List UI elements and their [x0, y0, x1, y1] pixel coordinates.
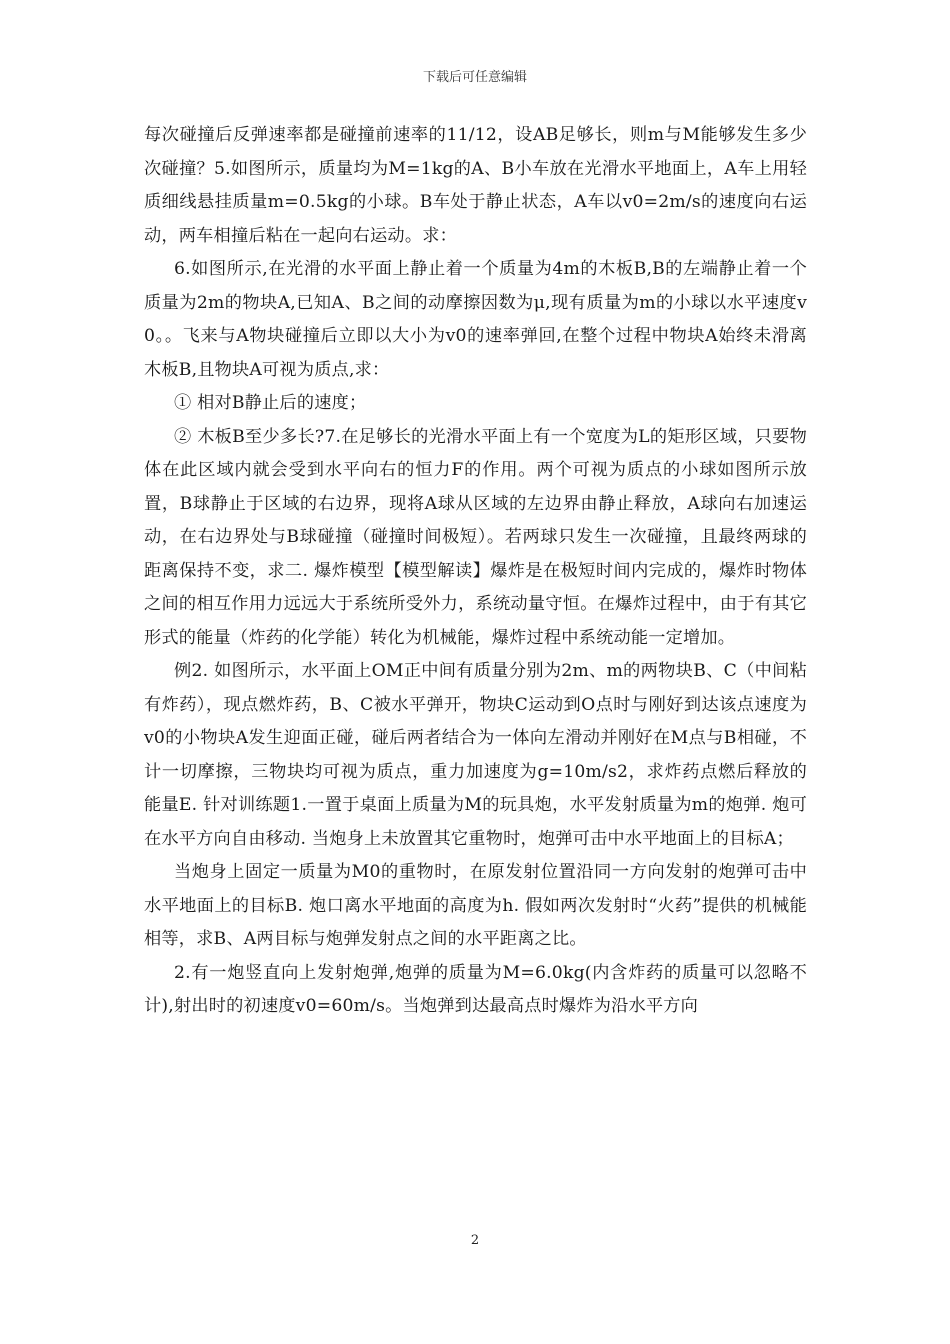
- paragraph-question-1: ① 相对B静止后的速度；: [174, 393, 367, 413]
- paragraph-example-2: 例2. 如图所示，水平面上OM正中间有质量分别为2m、m的两物块B、C（中间粘有炸药），现点燃炸药，B、C被水平弹开，物块C运动到O点时与刚好到达该点速度为v0的小物块A发生迎面正碰，碰后两者结合为一体向左滑动并刚好在M点与B相碰，不计一切摩擦，三物块均可视为质点，重力加速度为g=10m/s2，求炸药点燃后释放的能量E. 针对训练题1.一置于桌面上质量为M的玩具炮，水平发射质量为m的炮弹. 炮可在水平方向自由移动. 当炮身上未放置其它重物时，炮弹可击中水平地面上的目标A；: [144, 661, 807, 849]
- page-number: 2: [470, 1233, 480, 1248]
- paragraph-problem-2-vertical-shell: 2.有一炮竖直向上发射炮弹,炮弹的质量为M=6.0kg(内含炸药的质量可以忽略不计),射出时的初速度v0=60m/s。当炮弹到达最高点时爆炸为沿水平方向: [144, 962, 807, 1016]
- document-body: [144, 119, 807, 1024]
- paragraph-question-2-explosion-model: ② 木板B至少多长?7.在足够长的光滑水平面上有一个宽度为L的矩形区域，只要物体在此区域内就会受到水平向右的恒力F的作用。两个可视为质点的小球如图所示放置，B球静止于区域的右边界，现将A球从区域的左边界由静止释放，A球向右加速运动，在右边界处与B球碰撞（碰撞时间极短）。若两球只发生一次碰撞，且最终两球的距离保持不变，求二. 爆炸模型【模型解读】爆炸是在极短时间内完成的，爆炸时物体之间的相互作用力远远大于系统所受外力，系统动量守恒。在爆炸过程中，由于有其它形式的能量（炸药的化学能）转化为机械能，爆炸过程中系统动能一定增加。: [144, 426, 807, 648]
- paragraph-cannon-weight: 当炮身上固定一质量为M0的重物时，在原发射位置沿同一方向发射的炮弹可击中水平地面上的目标B. 炮口离水平地面的高度为h. 假如两次发射时“火药”提供的机械能相等，求B、A两目标与炮弹发射点之间的水平距离之比。: [144, 862, 807, 949]
- paragraph-collision-continued: 每次碰撞后反弹速率都是碰撞前速率的11/12，设AB足够长，则m与M能够发生多少次碰撞？5.如图所示，质量均为M=1kg的A、B小车放在光滑水平地面上，A车上用轻质细线悬挂质量m=0.5kg的小球。B车处于静止状态，A车以v0=2m/s的速度向右运动，两车相撞后粘在一起向右运动。求：: [144, 125, 807, 246]
- page-header: 下载后可任意编辑: [422, 70, 527, 85]
- paragraph-problem-6: 6.如图所示,在光滑的水平面上静止着一个质量为4m的木板B,B的左端静止着一个质量为2m的物块A,已知A、B之间的动摩擦因数为μ,现有质量为m的小球以水平速度v0。。飞来与A物块碰撞后立即以大小为v0的速率弹回,在整个过程中物块A始终未滑离木板B,且物块A可视为质点,求：: [144, 259, 807, 380]
